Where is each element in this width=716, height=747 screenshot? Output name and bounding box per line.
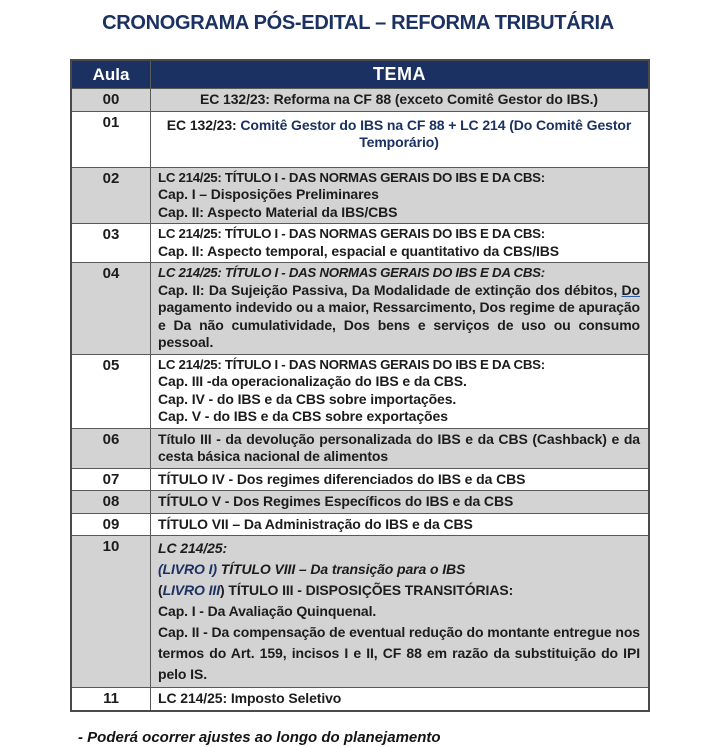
text-segment: LIVRO III	[162, 582, 221, 599]
aula-cell: 06	[71, 428, 151, 468]
tema-cell	[151, 89, 650, 112]
table-row	[71, 263, 649, 355]
text-segment: Cap. II: Aspecto Material da IBS/CBS	[158, 203, 398, 220]
tema-cell	[151, 428, 650, 468]
aula-cell: 08	[71, 491, 151, 514]
text-segment: pagamento indevido ou a maior, Ressarcimento, Dos regime de apuração e Da não cumulatividade, Dos bens e serviços de uso ou consumo pessoal.	[158, 299, 640, 351]
aula-cell: 04	[71, 263, 151, 355]
text-segment: Cap. V - do IBS e da CBS sobre exportações	[158, 408, 448, 425]
text-segment: EC 132/23: Reforma na CF 88 (exceto Comitê Gestor do IBS.)	[200, 91, 598, 107]
text-segment: Cap. IV - do IBS e da CBS sobre importações.	[158, 390, 457, 407]
table-row	[71, 491, 649, 514]
table-row	[71, 167, 649, 224]
text-segment: TÍTULO VII – Da Administração do IBS e da CBS	[158, 515, 473, 532]
table-row	[71, 688, 649, 711]
table-header-row	[71, 60, 649, 89]
table-row	[71, 224, 649, 263]
aula-cell: 10	[71, 536, 151, 688]
tema-line	[158, 580, 640, 601]
tema-line	[158, 431, 640, 466]
text-segment: LC 214/25: TÍTULO I - DAS NORMAS GERAIS DO IBS E DA CBS:	[158, 356, 545, 372]
text-segment: ) TÍTULO III - DISPOSIÇÕES TRANSITÓRIAS:	[220, 582, 514, 599]
aula-cell: 09	[71, 513, 151, 536]
text-segment: LC 214/25: Imposto Seletivo	[158, 690, 342, 707]
text-segment: Cap. II: Da Sujeição Passiva, Da Modalidade de extinção dos débitos,	[158, 281, 622, 298]
tema-cell	[151, 513, 650, 536]
aula-cell: 01	[71, 111, 151, 167]
tema-cell	[151, 167, 650, 224]
aula-cell: 02	[71, 167, 151, 224]
text-segment: TÍTULO V - Dos Regimes Específicos do IBS e da CBS	[158, 493, 514, 510]
tema-cell	[151, 224, 650, 263]
text-segment: Título III - da devolução personalizada do IBS e da CBS (Cashback) e da cesta básica nacional de alimentos	[158, 430, 640, 465]
tema-cell	[151, 354, 650, 428]
tema-line	[158, 391, 640, 409]
page-title: CRONOGRAMA PÓS-EDITAL – REFORMA TRIBUTÁRIA	[102, 12, 614, 34]
tema-line	[158, 601, 640, 622]
table-row	[71, 111, 649, 167]
tema-line	[158, 265, 640, 282]
text-segment: Cap. I – Disposições Preliminares	[158, 186, 379, 203]
table-row	[71, 354, 649, 428]
text-segment: Cap. II: Aspecto temporal, espacial e quantitativo da CBS/IBS	[158, 242, 560, 259]
tema-line	[158, 493, 640, 511]
tema-line	[158, 622, 640, 685]
tema-line	[158, 243, 640, 261]
tema-line	[158, 226, 640, 243]
text-segment: LC 214/25: TÍTULO I - DAS NORMAS GERAIS DO IBS E DA CBS:	[158, 226, 545, 242]
tema-line	[158, 186, 640, 204]
tema-line	[158, 282, 640, 352]
aula-cell: 05	[71, 354, 151, 428]
tema-line	[158, 170, 640, 187]
aula-cell: 03	[71, 224, 151, 263]
text-segment: Cap. II - Da compensação de eventual redução do montante entregue nos termos do Art. 159, incisos I e II, CF 88 em razão da substituição do IPI pelo IS.	[158, 624, 640, 683]
schedule-table	[70, 59, 650, 712]
text-segment: LC 214/25: TÍTULO I - DAS NORMAS GERAIS DO IBS E DA CBS:	[158, 169, 545, 185]
table-row	[71, 513, 649, 536]
footnote: - Poderá ocorrer ajustes ao longo do planejamento	[78, 728, 441, 746]
table-row	[71, 89, 649, 112]
tema-cell	[151, 468, 650, 491]
tema-line	[158, 690, 640, 708]
text-segment: Comitê Gestor do IBS na CF 88 + LC 214 (Do Comitê Gestor Temporário)	[240, 116, 632, 150]
tema-line	[158, 559, 640, 580]
text-segment: TÍTULO IV - Dos regimes diferenciados do IBS e da CBS	[158, 470, 526, 487]
text-segment: LC 214/25: TÍTULO I - DAS NORMAS GERAIS DO IBS E DA CBS:	[158, 265, 545, 281]
tema-line	[158, 471, 640, 489]
text-segment: Cap. III -da operacionalização do IBS e da CBS.	[158, 373, 467, 390]
tema-cell	[151, 491, 650, 514]
tema-cell	[151, 536, 650, 688]
table-row	[71, 428, 649, 468]
tema-cell	[151, 263, 650, 355]
text-segment: Cap. I - Da Avaliação Quinquenal.	[158, 603, 377, 620]
column-header-tema: TEMA	[151, 60, 650, 89]
table-body	[71, 89, 649, 711]
text-segment: Do	[621, 281, 640, 298]
aula-cell: 11	[71, 688, 151, 711]
aula-cell: 07	[71, 468, 151, 491]
tema-line	[158, 516, 640, 534]
tema-cell	[151, 688, 650, 711]
tema-line	[158, 373, 640, 391]
text-segment: EC 132/23:	[166, 116, 241, 133]
tema-line	[158, 357, 640, 374]
tema-line	[158, 91, 640, 109]
aula-cell: 00	[71, 89, 151, 112]
table-row	[71, 468, 649, 491]
text-segment: TÍTULO VIII – Da transição para o IBS	[216, 561, 466, 578]
text-segment: LC 214/25:	[158, 540, 228, 557]
tema-line	[158, 408, 640, 426]
tema-line	[158, 117, 640, 152]
column-header-aula: Aula	[71, 60, 151, 89]
tema-line	[158, 538, 640, 559]
text-segment: (	[158, 582, 163, 599]
tema-cell	[151, 111, 650, 167]
text-segment: (LIVRO I)	[158, 561, 217, 578]
table-row	[71, 536, 649, 688]
tema-line	[158, 204, 640, 222]
